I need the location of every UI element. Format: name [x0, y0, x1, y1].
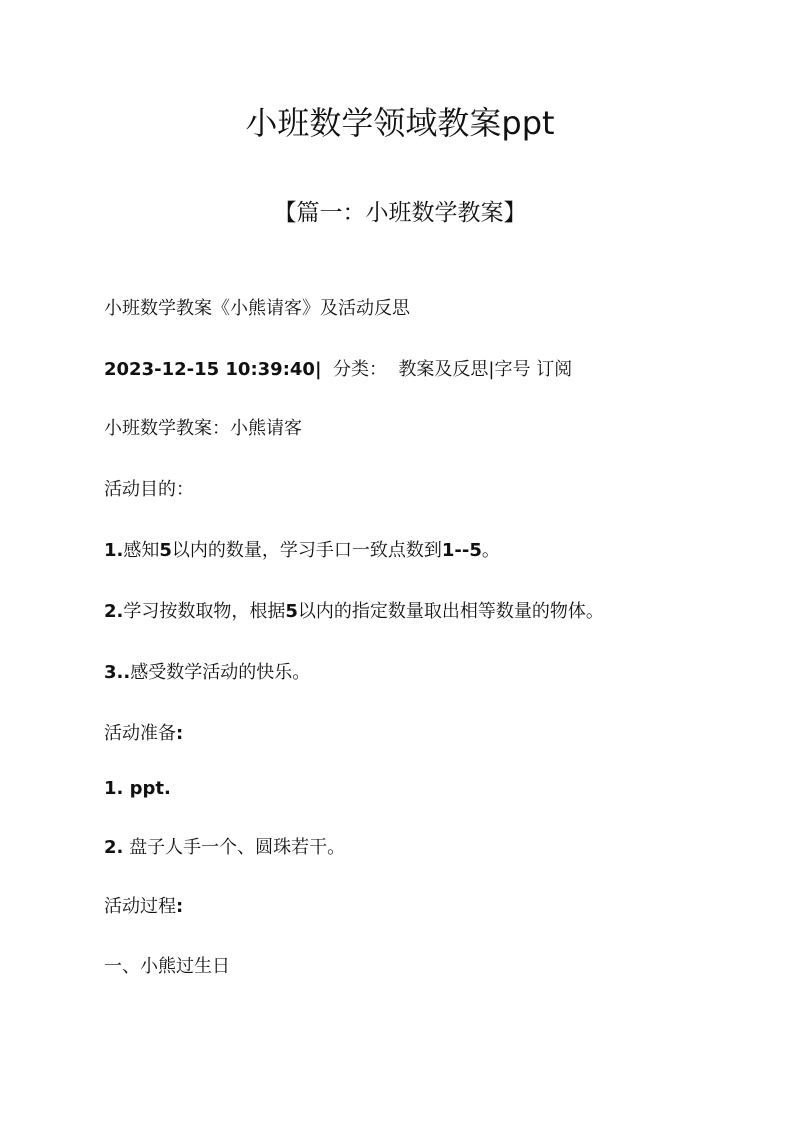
number-run: 5: [159, 540, 172, 561]
text-run: 活动过程: [104, 896, 176, 917]
objective-2: [104, 597, 604, 623]
meta-line: [104, 355, 572, 381]
objectives-heading: 活动目的：: [104, 479, 194, 500]
process-step-1: 一、小熊过生日: [104, 956, 230, 977]
preparation-heading: [104, 719, 183, 745]
list-number: 3..: [104, 662, 131, 683]
lesson-title: 小班数学教案：小熊请客: [104, 418, 302, 439]
article-title: 小班数学教案《小熊请客》及活动反思: [104, 298, 410, 319]
list-number: 1.: [104, 540, 124, 561]
meta-category: 分类： 教案及反思|字号 订阅: [321, 359, 573, 380]
text-run: 。: [481, 540, 500, 561]
text-run: 盘子人手一个、圆珠若干。: [123, 837, 346, 858]
process-heading: [104, 892, 183, 918]
meta-timestamp: 2023-12-15 10:39:40|: [104, 359, 322, 380]
number-run: 1--5: [441, 540, 482, 561]
text-run: :: [176, 896, 184, 917]
preparation-item-2: [104, 833, 345, 859]
text-run: 以内的指定数量取出相等数量的物体。: [297, 601, 604, 622]
text-run: 学习按数取物，根据: [123, 601, 286, 622]
objective-3: [104, 658, 310, 684]
number-run: 5: [285, 601, 298, 622]
list-number: 2.: [104, 837, 124, 858]
text-run: :: [176, 723, 184, 744]
text-run: 感知: [123, 540, 160, 561]
preparation-item-1: 1. ppt.: [104, 778, 171, 799]
text-run: 感受数学活动的快乐。: [130, 662, 311, 683]
text-run: 活动准备: [104, 723, 176, 744]
list-number: 2.: [104, 601, 124, 622]
objective-1: [104, 536, 500, 562]
section-heading: 【篇一：小班数学教案】: [273, 200, 527, 226]
text-run: 以内的数量，学习手口一致点数到: [171, 540, 442, 561]
document-title: 小班数学领域教案ppt: [245, 104, 555, 142]
